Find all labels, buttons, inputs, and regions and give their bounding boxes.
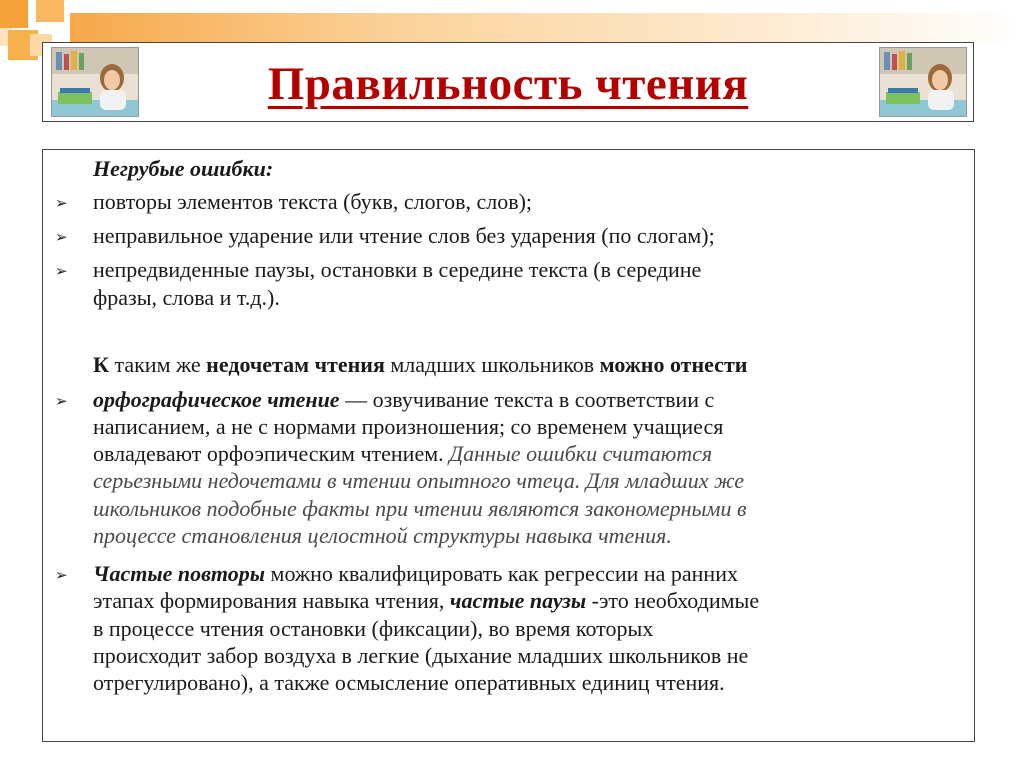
bullet-arrow-icon: ➢ — [55, 262, 68, 280]
section-heading: Негрубые ошибки: — [93, 156, 274, 181]
list-item-continuation: фразы, слова и т.д.). — [93, 285, 280, 310]
decor-top-bar — [70, 13, 1024, 43]
section-intro: К таким же недочетам чтения младших школьников можно отнести — [93, 352, 748, 377]
bullet-arrow-icon: ➢ — [55, 566, 68, 584]
list-item: повторы элементов текста (букв, слогов, слов); — [93, 189, 533, 214]
bullet-arrow-icon: ➢ — [55, 392, 68, 410]
girl-reading-photo-right — [879, 47, 967, 117]
list-item-continuation: школьников подобные факты при чтении являются закономерными в — [93, 496, 747, 521]
list-item: непредвиденные паузы, остановки в середине текста (в середине — [93, 257, 702, 282]
list-item-continuation: овладевают орфоэпическим чтением. Данные ошибки считаются — [93, 441, 713, 466]
list-item: неправильное ударение или чтение слов без ударения (по слогам); — [93, 223, 715, 248]
bullet-arrow-icon: ➢ — [55, 194, 68, 212]
list-item-continuation: отрегулировано), а также осмысление оперативных единиц чтения. — [93, 670, 725, 695]
list-item-continuation: происходит забор воздуха в легкие (дыхание младших школьников не — [93, 643, 749, 668]
decor-square — [36, 0, 64, 22]
content-box — [42, 149, 975, 742]
list-item-continuation: этапах формирования навыка чтения, частые паузы -это необходимые — [93, 588, 760, 613]
list-item-continuation: процессе становления целостной структуры навыка чтения. — [93, 523, 672, 548]
title-box — [42, 42, 974, 122]
bullet-arrow-icon: ➢ — [55, 228, 68, 246]
page-title: Правильность чтения — [267, 58, 749, 110]
list-item-continuation: серьезными недочетами в чтении опытного чтеца. Для младших же — [93, 468, 744, 493]
decor-square — [0, 0, 28, 28]
list-item-continuation: написанием, а не с нормами произношения; со временем учащиеся — [93, 414, 724, 439]
list-item: Частые повторы можно квалифицировать как регрессии на ранних — [93, 561, 738, 586]
list-item-continuation: в процессе чтения остановки (фиксации), во время которых — [93, 616, 654, 641]
list-item: орфографическое чтение — озвучивание текста в соответствии с — [93, 387, 715, 412]
